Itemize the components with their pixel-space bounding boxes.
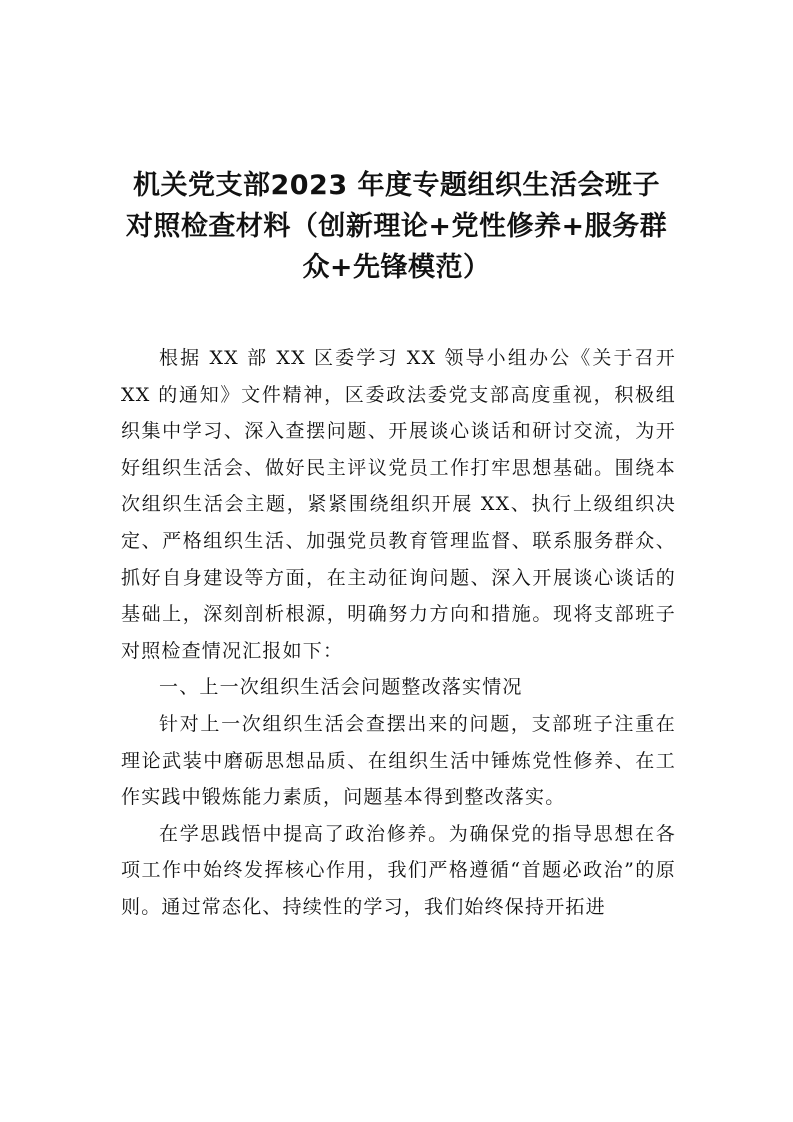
title-line-3: 众+先锋模范） <box>302 252 491 283</box>
intro-paragraph: 根据 XX 部 XX 区委学习 XX 领导小组办公《关于召开 XX 的通知》文件精神，区委政法委党支部高度重视，积极组织集中学习、深入查摆问题、开展谈心谈话和研讨交流，为开好组织生活会、做好民主评议党员工作打牢思想基础。围绕本次组织生活会主题，紧紧围绕组织开展 XX、执行上级组织决定、严格组织生活、加强党员教育管理监督、联系服务群众、抓好自身建设等方面，在主动征询问题、深入开展谈心谈话的基础上，深刻剖析根源，明确努力方向和措施。现将支部班子对照检查情况汇报如下： <box>121 347 676 662</box>
political-cultivation-paragraph: 在学思践悟中提高了政治修养。为确保党的指导思想在各项工作中始终发挥核心作用，我们严格遵循“首题必政治”的原则。通过常态化、持续性的学习，我们始终保持开拓进 <box>121 822 676 918</box>
title-line-2: 对照检查材料（创新理论+党性修养+服务群 <box>125 211 668 242</box>
title-line-1: 机关党支部2023 年度专题组织生活会班子 <box>132 170 661 201</box>
document-body <box>121 340 676 926</box>
section-heading-1: 一、上一次组织生活会问题整改落实情况 <box>159 676 523 699</box>
rectification-paragraph: 针对上一次组织生活会查摆出来的问题，支部班子注重在理论武装中磨砺思想品质、在组织生活中锤炼党性修养、在工作实践中锻炼能力素质，问题基本得到整改落实。 <box>121 712 676 809</box>
document-title <box>110 165 683 288</box>
